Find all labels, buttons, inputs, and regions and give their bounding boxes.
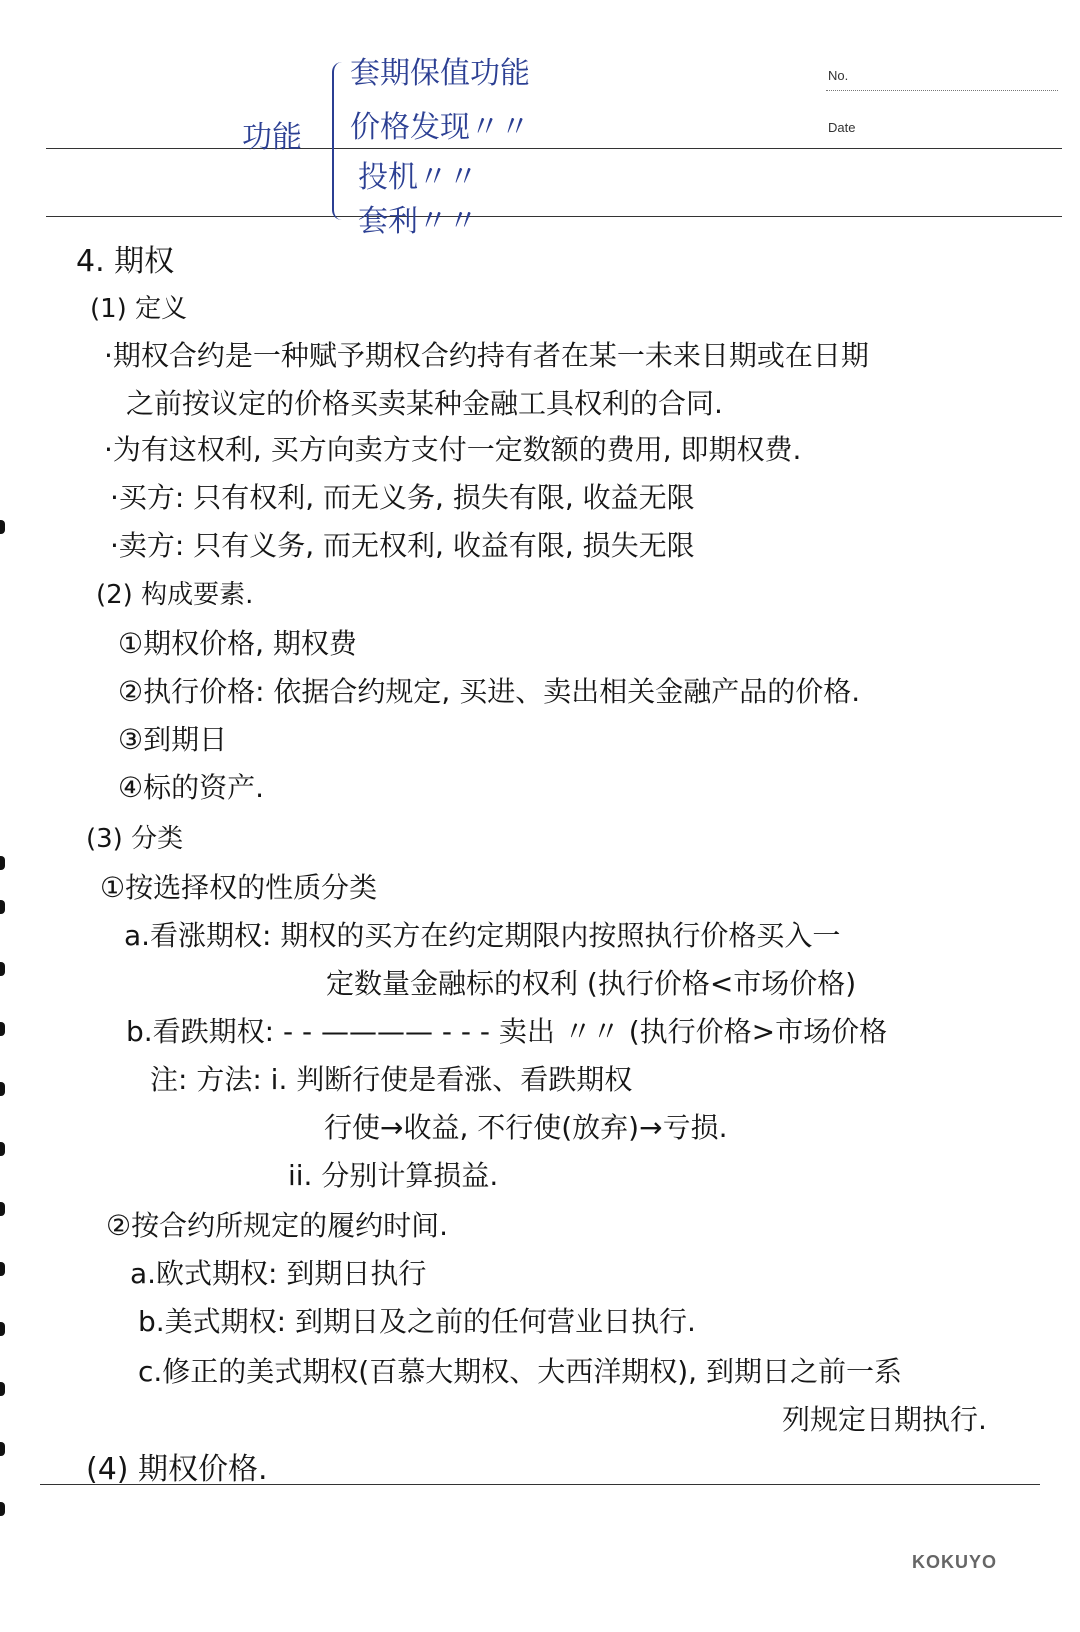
put-option-line: b.看跌期权: - - ———— - - - 卖出 〃〃 (执行价格>市场价格 — [126, 1015, 888, 1048]
classification-heading: (3) 分类 — [86, 824, 184, 854]
binding-hole — [0, 1202, 5, 1216]
binding-hole — [0, 962, 5, 976]
definition-heading: (1) 定义 — [90, 294, 188, 324]
definition-line-1a: ·期权合约是一种赋予期权合约持有者在某一未来日期或在日期 — [104, 339, 869, 372]
method-note-1: 注: 方法: i. 判断行使是看涨、看跌期权 — [150, 1063, 633, 1096]
element-expiry-date: ③到期日 — [118, 723, 228, 756]
binding-hole — [0, 520, 5, 534]
function-item-arbitrage: 套利〃〃 — [358, 204, 478, 239]
classification-by-nature: ①按选择权的性质分类 — [100, 871, 378, 904]
binding-hole — [0, 900, 5, 914]
function-item-price-discovery: 价格发现〃〃 — [350, 110, 530, 145]
header-rule-top — [46, 148, 1062, 149]
element-strike-price: ②执行价格: 依据合约规定, 买进、卖出相关金融产品的价格. — [118, 675, 861, 708]
definition-line-seller: ·卖方: 只有义务, 而无权利, 收益有限, 损失无限 — [110, 529, 695, 562]
call-option-line-2: 定数量金融标的权利 (执行价格<市场价格) — [326, 967, 857, 1000]
function-item-speculation: 投机〃〃 — [358, 160, 478, 195]
binding-hole — [0, 1262, 5, 1276]
classification-by-exercise-time: ②按合约所规定的履约时间. — [106, 1209, 449, 1242]
function-item-hedging: 套期保值功能 — [350, 56, 530, 91]
method-note-3: ii. 分别计算损益. — [288, 1159, 499, 1192]
definition-line-1b: 之前按议定的价格买卖某种金融工具权利的合同. — [126, 387, 723, 420]
method-note-2: 行使→收益, 不行使(放弃)→亏损. — [324, 1111, 728, 1144]
binding-hole — [0, 1022, 5, 1036]
element-option-price: ①期权价格, 期权费 — [118, 627, 357, 660]
option-price-heading: (4) 期权价格. — [86, 1452, 268, 1487]
binding-hole — [0, 1142, 5, 1156]
binding-hole — [0, 1382, 5, 1396]
american-option: b.美式期权: 到期日及之前的任何营业日执行. — [138, 1305, 696, 1338]
no-dotted-line — [826, 90, 1058, 91]
brand-logo: KOKUYO — [912, 1552, 998, 1572]
elements-heading: (2) 构成要素. — [96, 580, 254, 610]
section-heading-options: 4. 期权 — [76, 244, 175, 279]
european-option: a.欧式期权: 到期日执行 — [130, 1257, 427, 1290]
no-label: No. — [828, 68, 849, 83]
binding-hole — [0, 1442, 5, 1456]
binding-hole — [0, 1502, 5, 1516]
modified-american-option-line-1: c.修正的美式期权(百慕大期权、大西洋期权), 到期日之前一系 — [138, 1355, 902, 1388]
binding-hole — [0, 1322, 5, 1336]
element-underlying-asset: ④标的资产. — [118, 771, 265, 804]
date-label: Date — [828, 120, 856, 135]
definition-line-buyer: ·买方: 只有权利, 而无义务, 损失有限, 收益无限 — [110, 481, 695, 514]
binding-hole — [0, 856, 5, 870]
definition-line-2: ·为有这权利, 买方向卖方支付一定数额的费用, 即期权费. — [104, 433, 802, 466]
call-option-line-1: a.看涨期权: 期权的买方在约定期限内按照执行价格买入一 — [124, 919, 841, 952]
functions-brace — [332, 62, 348, 220]
functions-title: 功能 — [242, 120, 302, 155]
modified-american-option-line-2: 列规定日期执行. — [782, 1403, 987, 1436]
header-rule-bottom — [46, 216, 1062, 217]
binding-hole — [0, 1082, 5, 1096]
bottom-rule — [40, 1484, 1040, 1485]
